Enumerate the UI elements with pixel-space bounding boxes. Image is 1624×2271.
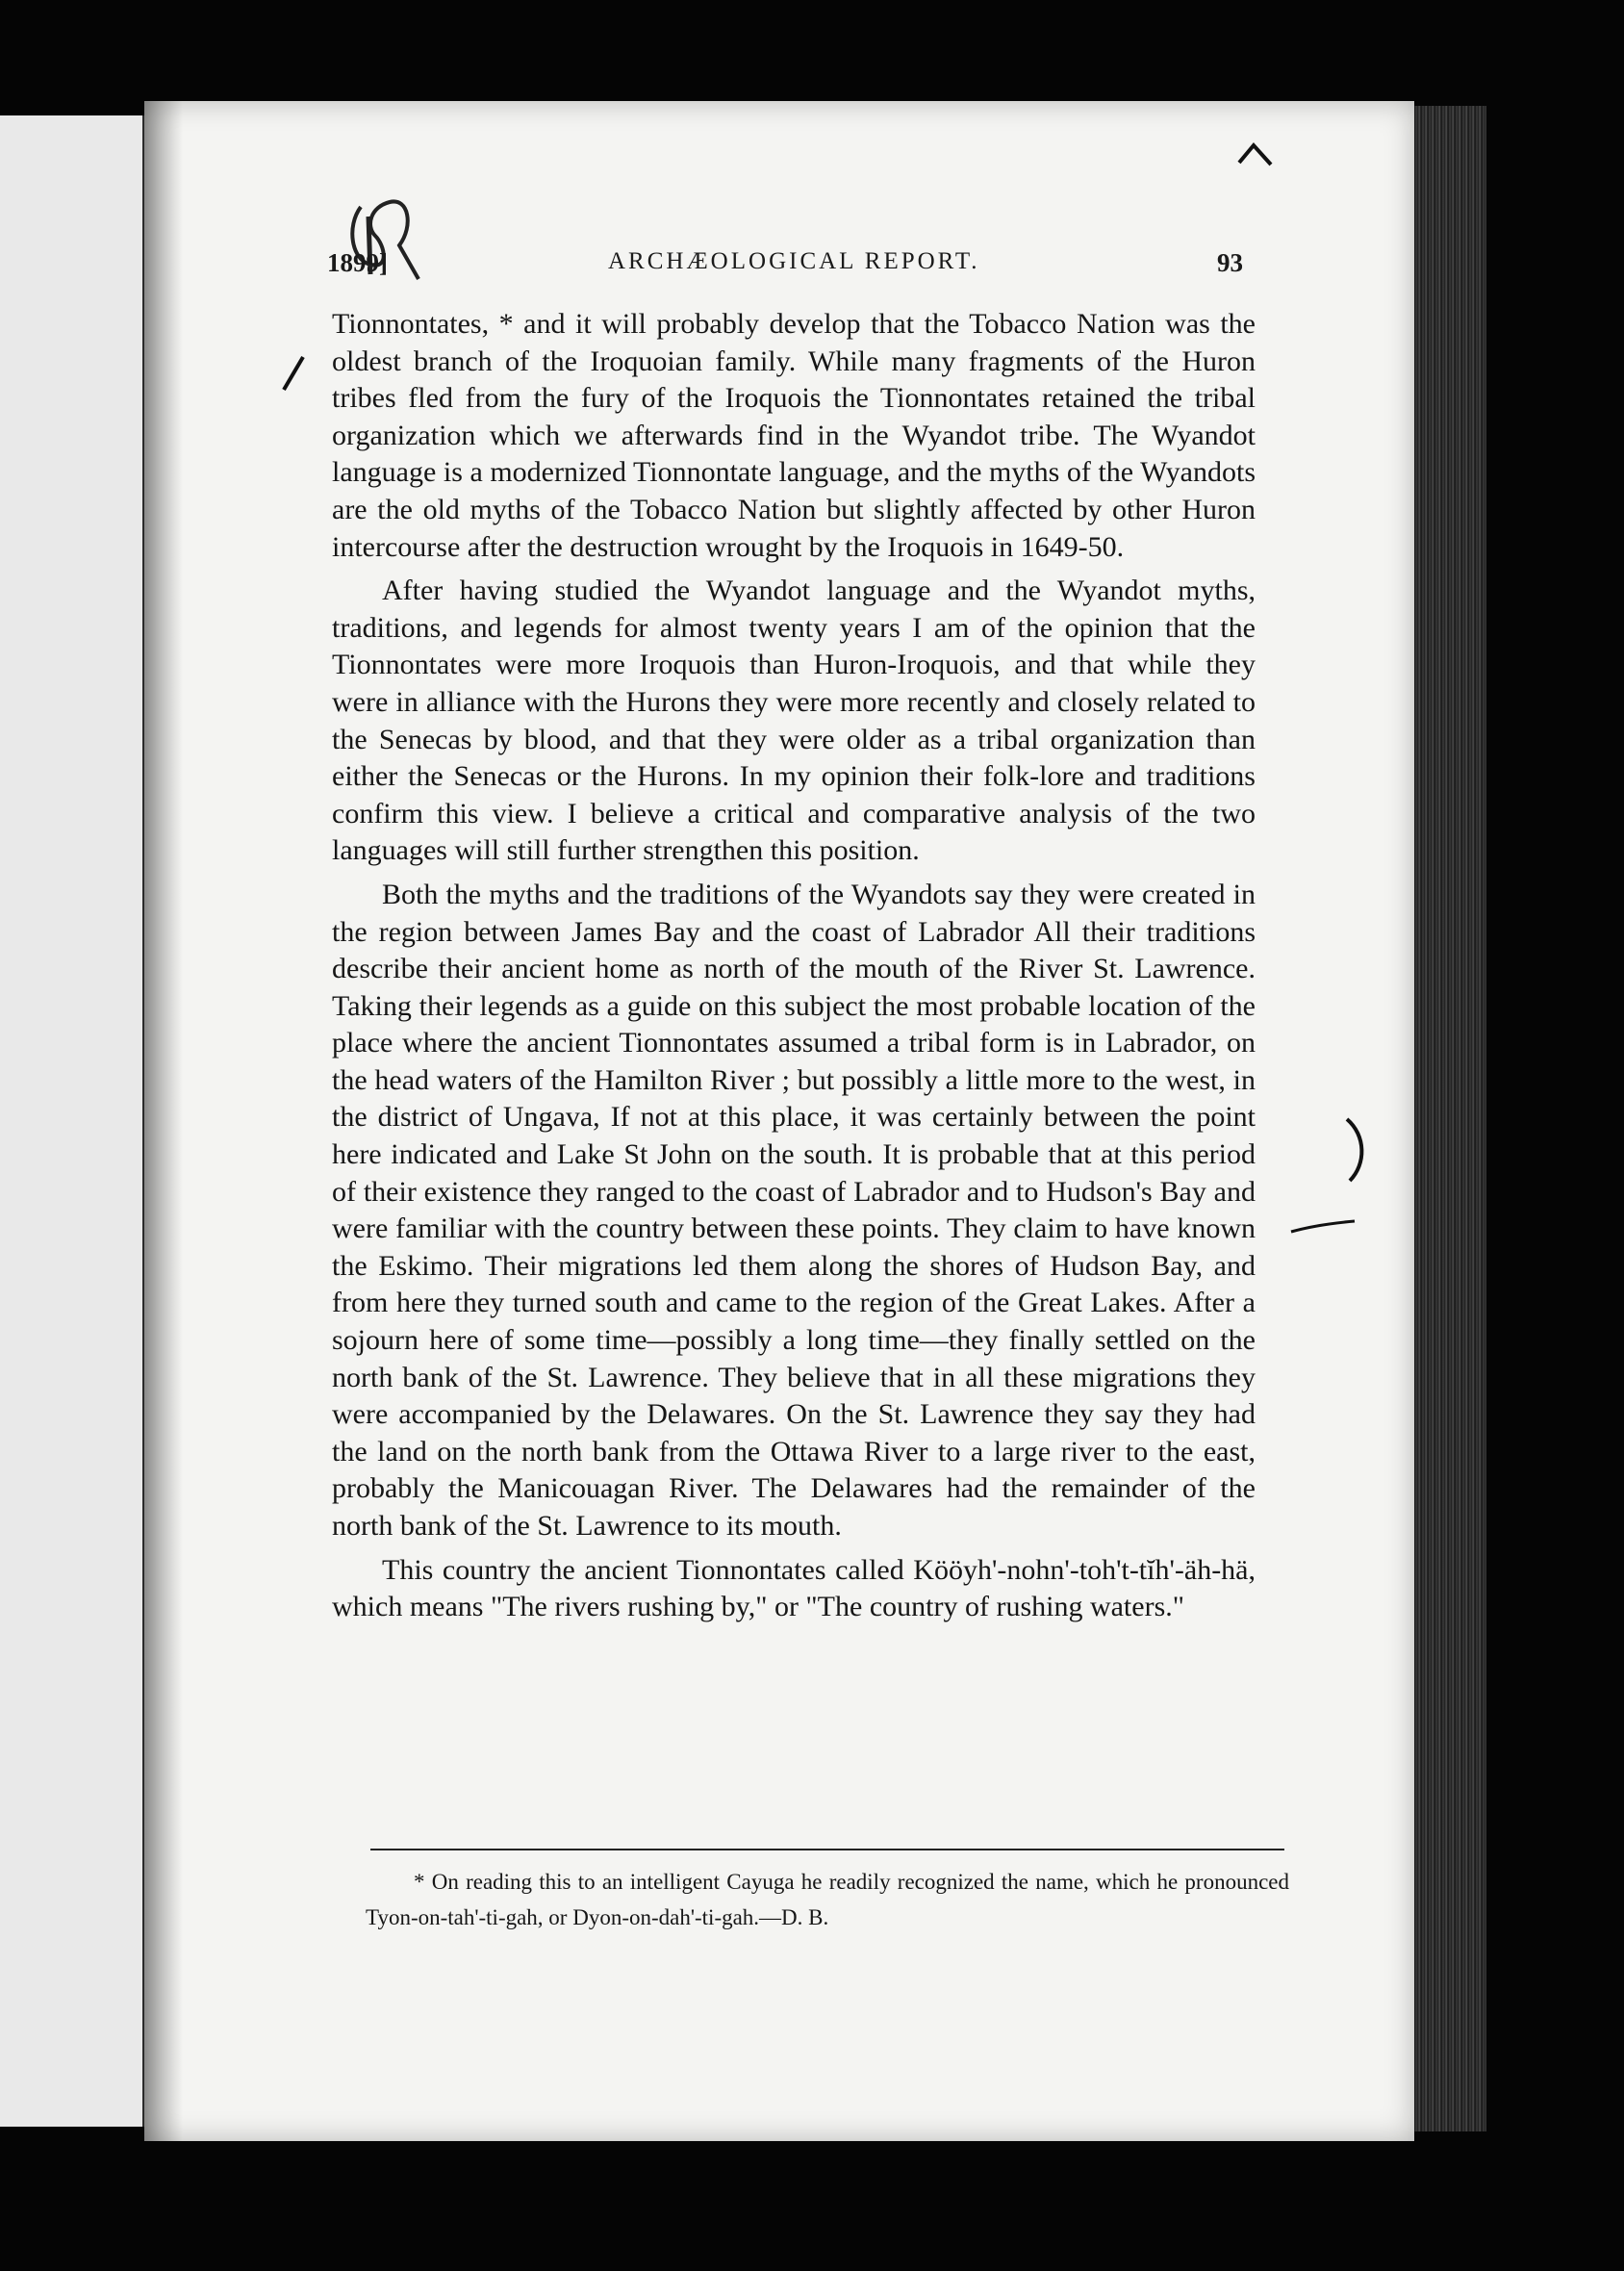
left-page-edge — [0, 115, 145, 2127]
running-year: 1899] — [327, 248, 388, 277]
running-title: ARCHÆOLOGICAL REPORT. — [608, 248, 980, 274]
pencil-line-mark — [1289, 1217, 1357, 1237]
page-edges — [1414, 106, 1486, 2131]
paragraph: Tionnontates, * and it will probably develop that the Tobacco Nation was the oldest branch of the Iroquoian family. While many fragments of the Huron tribes fled from the fury of the Iroquois the Tionnontates retained the tribal organization which we afterwards find in the Wyandot tribe. The Wyandot language is a modernized Tionnontate language, and the myths of the Wyandots are the old myths of the Tobacco Nation but slightly affected by other Huron intercourse after the destruction wrought by the Iroquois in 1649-50. — [332, 308, 1256, 563]
caret-mark — [1236, 140, 1275, 168]
body-text — [332, 306, 1256, 1626]
pencil-bracket-mark — [1342, 1116, 1371, 1184]
footnote: * On reading this to an intelligent Cayuga he readily recognized the name, which he pronounced Tyon-on-tah'-ti-gah, or Dyon-on-dah'-ti-gah.—D. B. — [366, 1870, 1289, 1929]
paragraph: After having studied the Wyandot language and the Wyandot myths, traditions, and legends for almost twenty years I am of the opinion that the Tionnontates were more Iroquois than Huron-Iroquois, and that while they were in alliance with the Hurons they were more recently and closely related to the Senecas by blood, and that they were older as a tribal organization than either the Senecas or the Hurons. In my opinion their folk-lore and traditions confirm this view. I believe a critical and comparative analysis of the two languages will still further strengthen this position. — [332, 574, 1256, 867]
page-number: 93 — [1217, 248, 1243, 277]
paragraph: This country the ancient Tionnontates called Kööyh'-nohn'-toh't-tĭh'-äh-hä, which means "The rivers rushing by," or "The country of rushing waters." — [332, 1553, 1256, 1623]
footnote-rule — [370, 1849, 1284, 1850]
binding-shadow — [144, 101, 183, 2141]
pencil-slash-mark — [279, 354, 308, 393]
paragraph: Both the myths and the traditions of the Wyandots say they were created in the region between James Bay and the coast of Labrador All their traditions describe their ancient home as north of the mouth of the River St. Lawrence. Taking their legends as a guide on this subject the most probable location of the place where the ancient Tionnontates assumed a tribal form is in Labrador, on the head waters of the Hamilton River ; but possibly a little more to the west, in the district of Ungava, If not at this place, it was certainly between the point here indicated and Lake St John on the south. It is probable that at this period of their existence they ranged to the coast of Labrador and to Hudson's Bay and were familiar with the country between these points. They claim to have known the Eskimo. Their migrations led them along the shores of Hudson Bay, and from here they turned south and came to the region of the Great Lakes. After a sojourn here of some time—possibly a long time—they finally settled on the north bank of the St. Lawrence. They believe that in all these migrations they were accompanied by the Delawares. On the St. Lawrence they say they had the land on the north bank from the Ottawa River to a large river to the east, probably the Manicouagan River. The Delawares had the remainder of the north bank of the St. Lawrence to its mouth. — [332, 878, 1256, 1542]
